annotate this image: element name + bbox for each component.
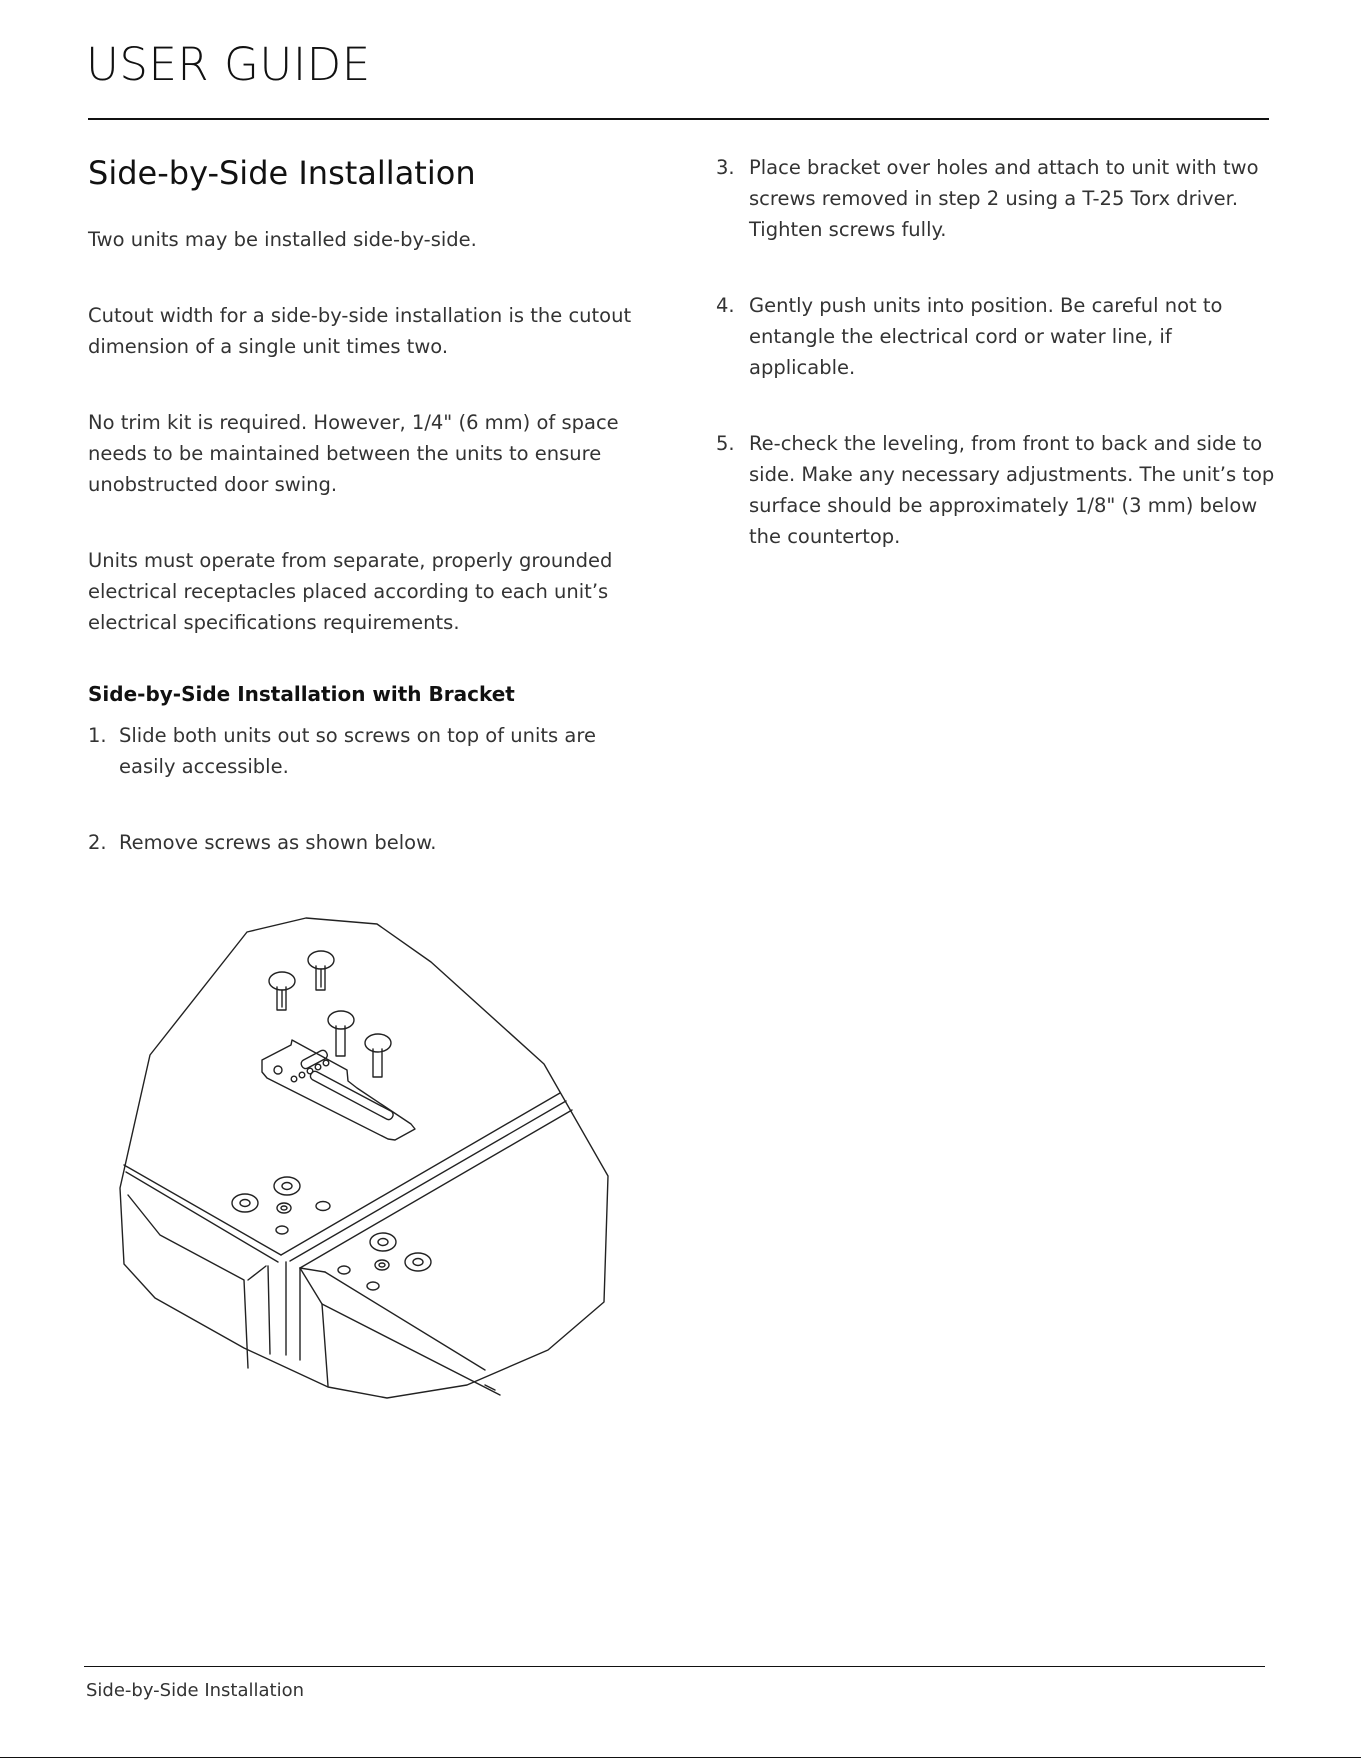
bracket-plate-illustration xyxy=(262,1040,415,1140)
screw-illustration xyxy=(365,1034,391,1077)
section-title: Side-by-Side Installation xyxy=(88,154,476,192)
step-item xyxy=(88,827,648,858)
step-text: Re-check the leveling, from front to back and side to side. Make any necessary adjustments. The unit’s top surface should be approximately 1/8" (3 mm) below the countertop. xyxy=(749,432,1275,548)
paragraph-side-by-side: Two units may be installed side-by-side. xyxy=(88,228,477,251)
mounting-hole xyxy=(277,1203,291,1213)
step-item xyxy=(88,720,648,782)
footer-section-label: Side-by-Side Installation xyxy=(86,1680,305,1701)
right-column xyxy=(716,152,1276,597)
mounting-hole xyxy=(367,1282,379,1290)
paragraph-cutout-width: Cutout width for a side-by-side installation is the cutout dimension of a single unit times two. xyxy=(88,304,632,358)
mounting-hole xyxy=(379,1263,385,1267)
screw-head-illustration xyxy=(232,1194,258,1212)
step-number: 2. xyxy=(88,831,107,854)
left-column xyxy=(88,152,648,903)
page-bottom-edge xyxy=(0,1757,1361,1758)
screw-illustration xyxy=(308,951,334,990)
screw-illustration xyxy=(328,1011,354,1056)
step-text: Slide both units out so screws on top of units are easily accessible. xyxy=(119,724,596,778)
step-text: Place bracket over holes and attach to unit with two screws removed in step 2 using a T-25 Torx driver. Tighten screws fully. xyxy=(749,156,1259,241)
bracket-installation-illustration xyxy=(100,905,630,1415)
mounting-hole xyxy=(276,1226,288,1234)
step-number: 5. xyxy=(716,432,735,455)
step-text: Remove screws as shown below. xyxy=(119,831,437,854)
step-number: 3. xyxy=(716,156,735,179)
paragraph-trim-kit: No trim kit is required. However, 1/4" (6 mm) of space needs to be maintained between the units to ensure unobstructed door swing. xyxy=(88,411,619,496)
step-item xyxy=(716,290,1276,383)
mounting-hole xyxy=(338,1266,350,1274)
screw-illustration xyxy=(269,972,295,1010)
bracket-subheading: Side-by-Side Installation with Bracket xyxy=(88,682,515,706)
step-item xyxy=(716,152,1276,245)
mounting-hole xyxy=(281,1206,287,1210)
step-number: 4. xyxy=(716,294,735,317)
mounting-hole xyxy=(316,1202,330,1211)
step-text: Gently push units into position. Be careful not to entangle the electrical cord or water line, if applicable. xyxy=(749,294,1223,379)
screw-head-illustration xyxy=(405,1253,431,1271)
paragraph-electrical: Units must operate from separate, properly grounded electrical receptacles placed according to each unit’s electrical specifications requirements. xyxy=(88,549,613,634)
header-divider xyxy=(88,118,1269,120)
screw-head-illustration xyxy=(274,1177,300,1195)
page-header-title: USER GUIDE xyxy=(86,38,371,91)
step-item xyxy=(716,428,1276,552)
mounting-hole xyxy=(375,1260,389,1270)
screw-head-illustration xyxy=(370,1233,396,1251)
footer-divider xyxy=(84,1666,1265,1667)
step-number: 1. xyxy=(88,724,107,747)
